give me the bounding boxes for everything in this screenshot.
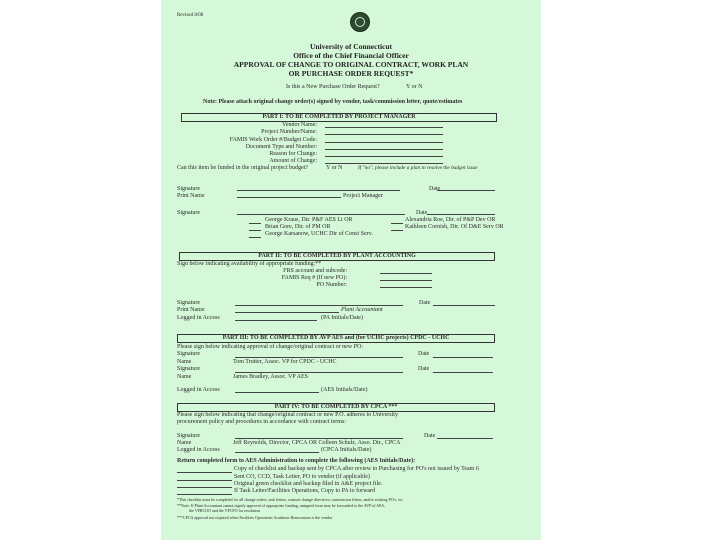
approver-kathleen-cornish: Kathleen Cornish, Dir. Of D&E Serv OR [405, 224, 504, 230]
po-number-label: PO Number: [316, 282, 347, 288]
approver-brian-gore: Brian Gore, Dir. of PM OR [265, 224, 331, 230]
footnote: **Note: If Plant Accountant cannot signify approval of appropriate funding, unsigned form may be forwarded to the AVP of AES, [177, 503, 385, 508]
famis-req-field[interactable] [380, 280, 432, 281]
pm-date-field[interactable] [437, 190, 495, 191]
budget-yn[interactable]: Y or N [326, 165, 343, 171]
approver-checkbox[interactable] [249, 223, 261, 224]
reason-field[interactable] [325, 156, 443, 157]
director-date-label: Date [416, 210, 428, 216]
return-heading: Return completed form to AES Administration to complete the following (AES Initials/Date): [177, 458, 416, 464]
university-seal-logo [350, 12, 370, 32]
cpca-date-label: Date [424, 433, 436, 439]
return-item-initials-field[interactable] [177, 494, 232, 495]
pa-signature-label: Signature [177, 300, 200, 306]
cpca-signature-field[interactable] [235, 438, 403, 439]
director-signature-label: Signature [177, 210, 200, 216]
approver-george-kraus: George Kraus, Dir. P&F AES Lt OR [265, 217, 353, 223]
return-item: If Task Letter/Facilities Operations, Copy to PA to forward [234, 488, 376, 494]
avp-name-label: Name [177, 359, 192, 365]
pm-print-name-field[interactable] [237, 197, 341, 198]
approver-george-karsanow: George Karsanow, UCHC Dir of Const Serv. [265, 231, 373, 237]
pm-date-label: Date [429, 186, 441, 192]
avp-date-label: Date [418, 351, 430, 357]
pm-print-name-label: Print Name [177, 193, 205, 199]
project-number-field[interactable] [325, 134, 443, 135]
famis-work-order-label: FAMIS Work Order #/Budget Code: [229, 137, 317, 143]
pa-print-name-label: Print Name [177, 307, 205, 313]
aes-logged-label: Logged in Access [177, 387, 220, 393]
aes-date-field[interactable] [433, 372, 493, 373]
frs-account-field[interactable] [380, 273, 432, 274]
document-type-field[interactable] [325, 149, 443, 150]
aes-name-value: James Bradley, Assoc. VP AES [233, 374, 308, 380]
form-title-line1: APPROVAL OF CHANGE TO ORIGINAL CONTRACT, WORK PLAN [233, 60, 469, 69]
document-type-label: Document Type and Number: [245, 144, 317, 150]
return-item-initials-field[interactable] [177, 472, 232, 473]
footnote: ***CPCA approval not required when Facilities Operations Academic Renovations is the vendor [177, 515, 333, 520]
cpca-signature-label: Signature [177, 433, 200, 439]
director-signature-field[interactable] [237, 214, 405, 215]
avp-name-value: Tom Trutter, Assoc. VP for CPDC - UCHC [233, 359, 337, 365]
cpca-name-value: Jeff Reynolds, Director, CPCA OR Colleen Schulz, Asso. Dir., CPCA [233, 440, 401, 446]
plant-accountant-caption: Plant Accountant [341, 307, 383, 313]
part2-intro: Sign below indicating availability of appropriate funding:** [177, 261, 322, 267]
approver-checkbox[interactable] [391, 223, 403, 224]
return-item: Original green checklist and backup filed in A&E project file. [234, 481, 383, 487]
return-item-initials-field[interactable] [177, 487, 232, 488]
university-name: University of Connecticut [309, 42, 393, 51]
footnote: the VPRCOO and the VPCFO for resolution [189, 508, 261, 513]
cpca-initials-caption: (CPCA Initials/Date) [321, 447, 372, 453]
form-title-line2: OR PURCHASE ORDER REQUEST* [288, 69, 414, 78]
part4-intro-line2: procurement policy and procedures in accordance with contract terms: [177, 419, 346, 425]
avp-date-field[interactable] [433, 357, 493, 358]
pm-signature-field[interactable] [237, 190, 400, 191]
return-item: Sent CO, CCD, Task Letter, PO to vendor (if applicable) [234, 474, 370, 480]
pa-signature-field[interactable] [235, 305, 403, 306]
part4-header: PART IV: TO BE COMPLETED BY CPCA *** [177, 403, 495, 412]
part3-header: PART III: TO BE COMPLETED BY AVP AES and (for UCHC projects) CPDC - UCHC [177, 334, 495, 343]
approver-alexandria-roe: Alexandria Roe, Dir. of P&P Dev OR [405, 217, 496, 223]
new-po-yn[interactable]: Y or N [406, 84, 423, 90]
avp-signature-field[interactable] [235, 357, 403, 358]
amount-field[interactable] [325, 163, 443, 164]
new-po-question: Is this a New Purchase Order Request? [286, 84, 380, 90]
aes-date-label: Date [418, 366, 430, 372]
pa-logged-label: Logged in Access [177, 315, 220, 321]
pa-print-name-field[interactable] [235, 312, 339, 313]
attachment-note: Note: Please attach original change order(s) signed by vendor, task/commission letter, quote/estimates [203, 99, 463, 105]
director-date-field[interactable] [427, 214, 495, 215]
famis-req-label: FAMIS Req # (If new PO): [281, 275, 347, 281]
cpca-logged-label: Logged in Access [177, 447, 220, 453]
revision-label: Revised 8/08 [177, 13, 204, 18]
pm-signature-label: Signature [177, 186, 200, 192]
return-item: Copy of checklist and backup sent by CPCA after review to Purchasing for PO's not issued by Team 6 [234, 466, 479, 472]
reason-label: Reason for Change: [269, 151, 317, 157]
amount-label: Amount of Change: [269, 158, 317, 164]
aes-logged-field[interactable] [235, 392, 319, 393]
approver-checkbox[interactable] [249, 237, 261, 238]
project-number-label: Project Number/Name: [261, 129, 317, 135]
office-name: Office of the Chief Financial Officer [293, 51, 409, 60]
aes-signature-label: Signature [177, 366, 200, 372]
approver-checkbox[interactable] [249, 230, 261, 231]
budget-note: If "no", please include a plan to resolve the budget issue [358, 165, 478, 171]
famis-work-order-field[interactable] [325, 142, 443, 143]
aes-name-label: Name [177, 374, 192, 380]
pa-initials-caption: (PA Initials/Date) [321, 315, 363, 321]
form-page [161, 0, 541, 540]
aes-initials-caption: (AES Initials/Date) [321, 387, 368, 393]
cpca-date-field[interactable] [437, 438, 493, 439]
approver-checkbox[interactable] [391, 230, 403, 231]
pa-logged-field[interactable] [235, 320, 317, 321]
part1-header: PART I: TO BE COMPLETED BY PROJECT MANAGER [181, 113, 497, 122]
pa-date-label: Date [419, 300, 431, 306]
vendor-name-field[interactable] [325, 127, 443, 128]
aes-signature-field[interactable] [235, 372, 403, 373]
cpca-name-label: Name [177, 440, 192, 446]
part3-intro: Please sign below indicating approval of change/original contract or new PO: [177, 344, 363, 350]
part4-intro-line1: Please sign below indicating that change/original contract or new P.O. adheres to University [177, 412, 398, 418]
frs-account-label: FRS account and subcode: [283, 268, 347, 274]
footnote: *This checklist must be completed for all change orders, task letters, contract change directives, commission letters, and/or existing PO's, etc. [177, 497, 404, 502]
vendor-name-label: Vendor Name: [282, 122, 317, 128]
po-number-field[interactable] [380, 287, 432, 288]
return-item-initials-field[interactable] [177, 480, 232, 481]
cpca-logged-field[interactable] [235, 452, 319, 453]
project-manager-caption: Project Manager [343, 193, 383, 199]
avp-signature-label: Signature [177, 351, 200, 357]
budget-question: Can this item be funded in the original project budget? [177, 165, 309, 171]
part2-header: PART II: TO BE COMPLETED BY PLANT ACCOUNTING [179, 252, 495, 261]
pa-date-field[interactable] [433, 305, 495, 306]
